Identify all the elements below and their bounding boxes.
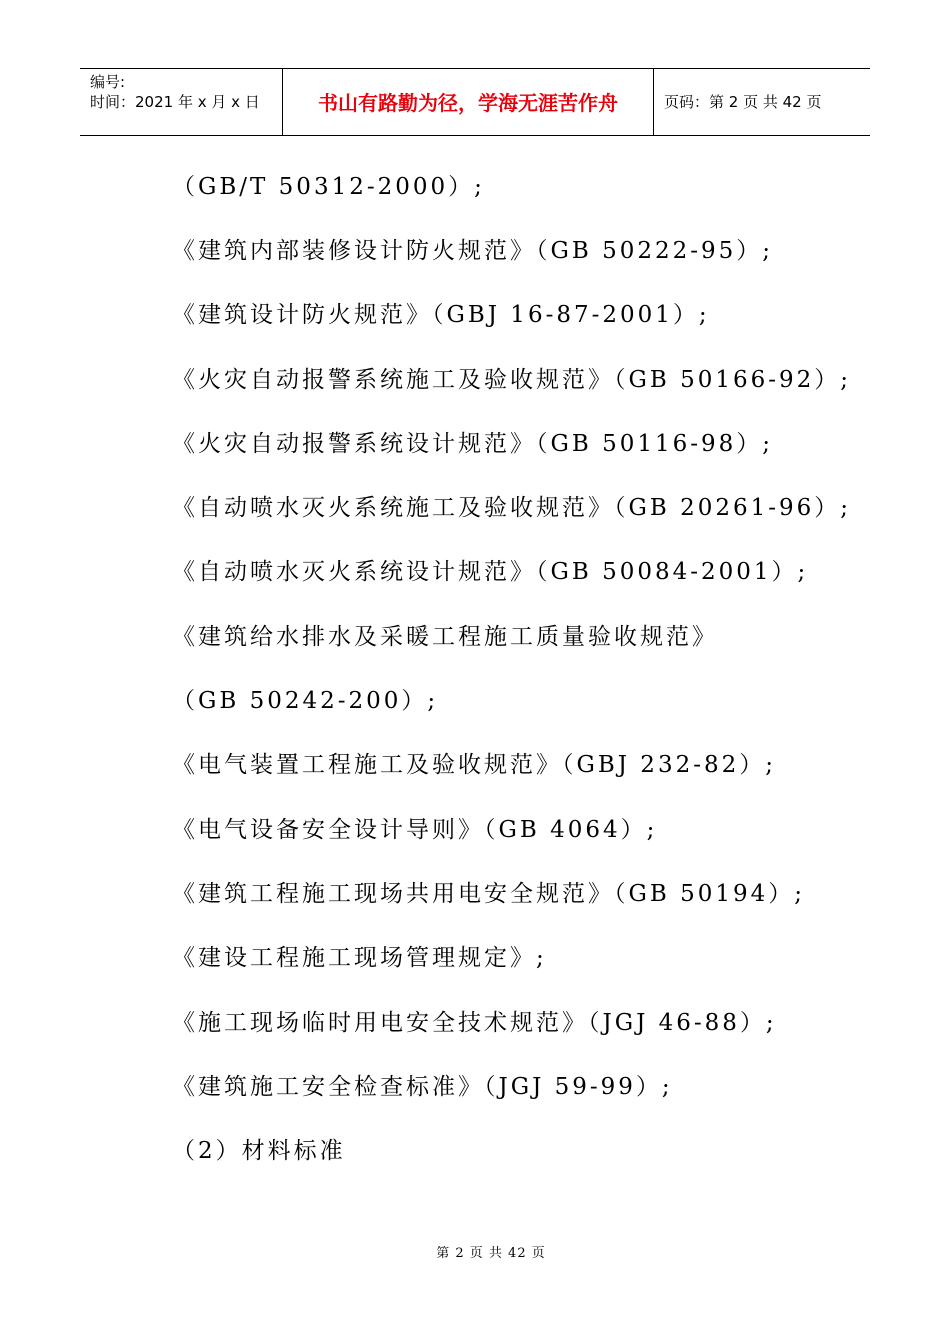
body-line: 《建设工程施工现场管理规定》; [172,945,547,971]
header-page-cell [654,69,870,135]
header-motto-cell [282,69,654,135]
body-line: 《火灾自动报警系统设计规范》（GB 50116-98）; [172,431,774,457]
header-motto: 书山有路勤为径，学海无涯苦作舟 [318,91,618,115]
body-line: （GB 50242-200）; [172,688,439,714]
body-line: 《建筑内部装修设计防火规范》（GB 50222-95）; [172,238,774,264]
body-line: 《建筑设计防火规范》（GBJ 16-87-2001）; [172,302,710,328]
page-header [80,68,870,136]
body-line: （GB/T 50312-2000）; [172,174,485,200]
body-line: 《电气设备安全设计导则》（GB 4064）; [172,817,658,843]
body-line: 《自动喷水灭火系统施工及验收规范》（GB 20261-96）; [172,495,852,521]
body-line: 《建筑给水排水及采暖工程施工质量验收规范》 [172,624,718,650]
document-date: 时间：2021 年 x 月 x 日 [90,93,260,111]
section-heading: （2）材料标准 [172,1138,346,1164]
body-line: 《电气装置工程施工及验收规范》（GBJ 232-82）; [172,752,776,778]
body-line: 《建筑工程施工现场共用电安全规范》（GB 50194）; [172,881,806,907]
body-line: 《施工现场临时用电安全技术规范》（JGJ 46-88）; [172,1010,777,1036]
document-number-label: 编号: [90,73,126,91]
body-line: 《建筑施工安全检查标准》（JGJ 59-99）; [172,1074,673,1100]
body-line: 《火灾自动报警系统施工及验收规范》（GB 50166-92）; [172,367,852,393]
body-line: 《自动喷水灭火系统设计规范》（GB 50084-2001）; [172,559,809,585]
header-page-info: 页码：第 2 页 共 42 页 [664,93,822,111]
header-meta-cell [80,69,282,135]
page-footer: 第 2 页 共 42 页 [436,1246,546,1261]
